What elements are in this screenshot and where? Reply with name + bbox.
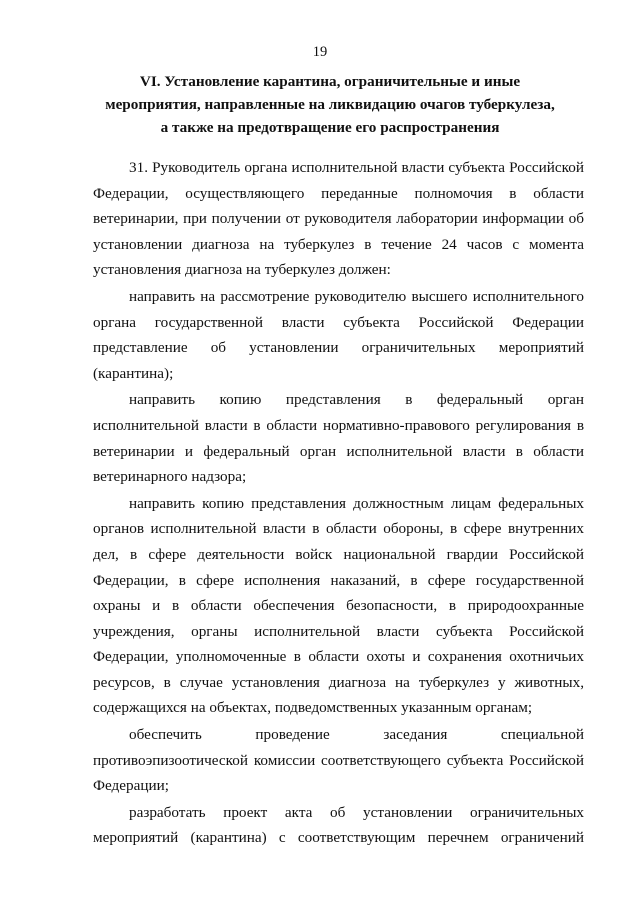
paragraph-copy-to-federal-veterinary: направить копию представления в федеральный орган исполнительной власти в области нормативно-правового регулирования в ветеринарии и федеральный орган исполнительной власти в области ветеринарного надзора; [93,391,584,486]
paragraph-copy-to-officials: направить копию представления должностным лицам федеральных органов исполнительной власти в области обороны, в сфере внутренних дел, в сфере деятельности войск национальной гвардии Российской Федерации, в сфере исполнения наказаний, в сфере государственной охраны и в области обеспечения безопасности, в природоохранные учреждения, органы исполнительной власти субъекта Российской Федерации, уполномоченные в области охоты и сохранения охотничьих ресурсов, в случае установления диагноза на туберкулез у животных, содержащихся на объектах, подведомственных указанным органам; [93,494,584,717]
paragraph-draft-act: разработать проект акта об установлении ограничительных мероприятий (карантина) с соответствующим перечнем ограничений [93,803,584,847]
section-heading-line-2: мероприятия, направленные на ликвидацию очагов туберкулеза, [105,96,555,113]
page-number: 19 [312,44,328,60]
paragraph-submit-to-executive: направить на рассмотрение руководителю высшего исполнительного органа государственной власти субъекта Российской Федерации представление об установлении ограничительных мероприятий (карантина); [93,287,584,382]
section-heading-line-3: а также на предотвращение его распространения [160,119,500,136]
document-body [93,155,584,851]
section-heading [80,70,580,139]
section-heading-line-1: VI. Установление карантина, ограничительные и иные [139,73,521,90]
paragraph-31: 31. Руководитель органа исполнительной власти субъекта Российской Федерации, осуществляющего переданные полномочия в области ветеринарии, при получении от руководителя лаборатории информации об установлении диагноза на туберкулез в течение 24 часов с момента установления диагноза на туберкулез должен: [93,159,584,279]
paragraph-commission-meeting: обеспечить проведение заседания специальной противоэпизоотической комиссии соответствующего субъекта Российской Федерации; [93,726,584,795]
